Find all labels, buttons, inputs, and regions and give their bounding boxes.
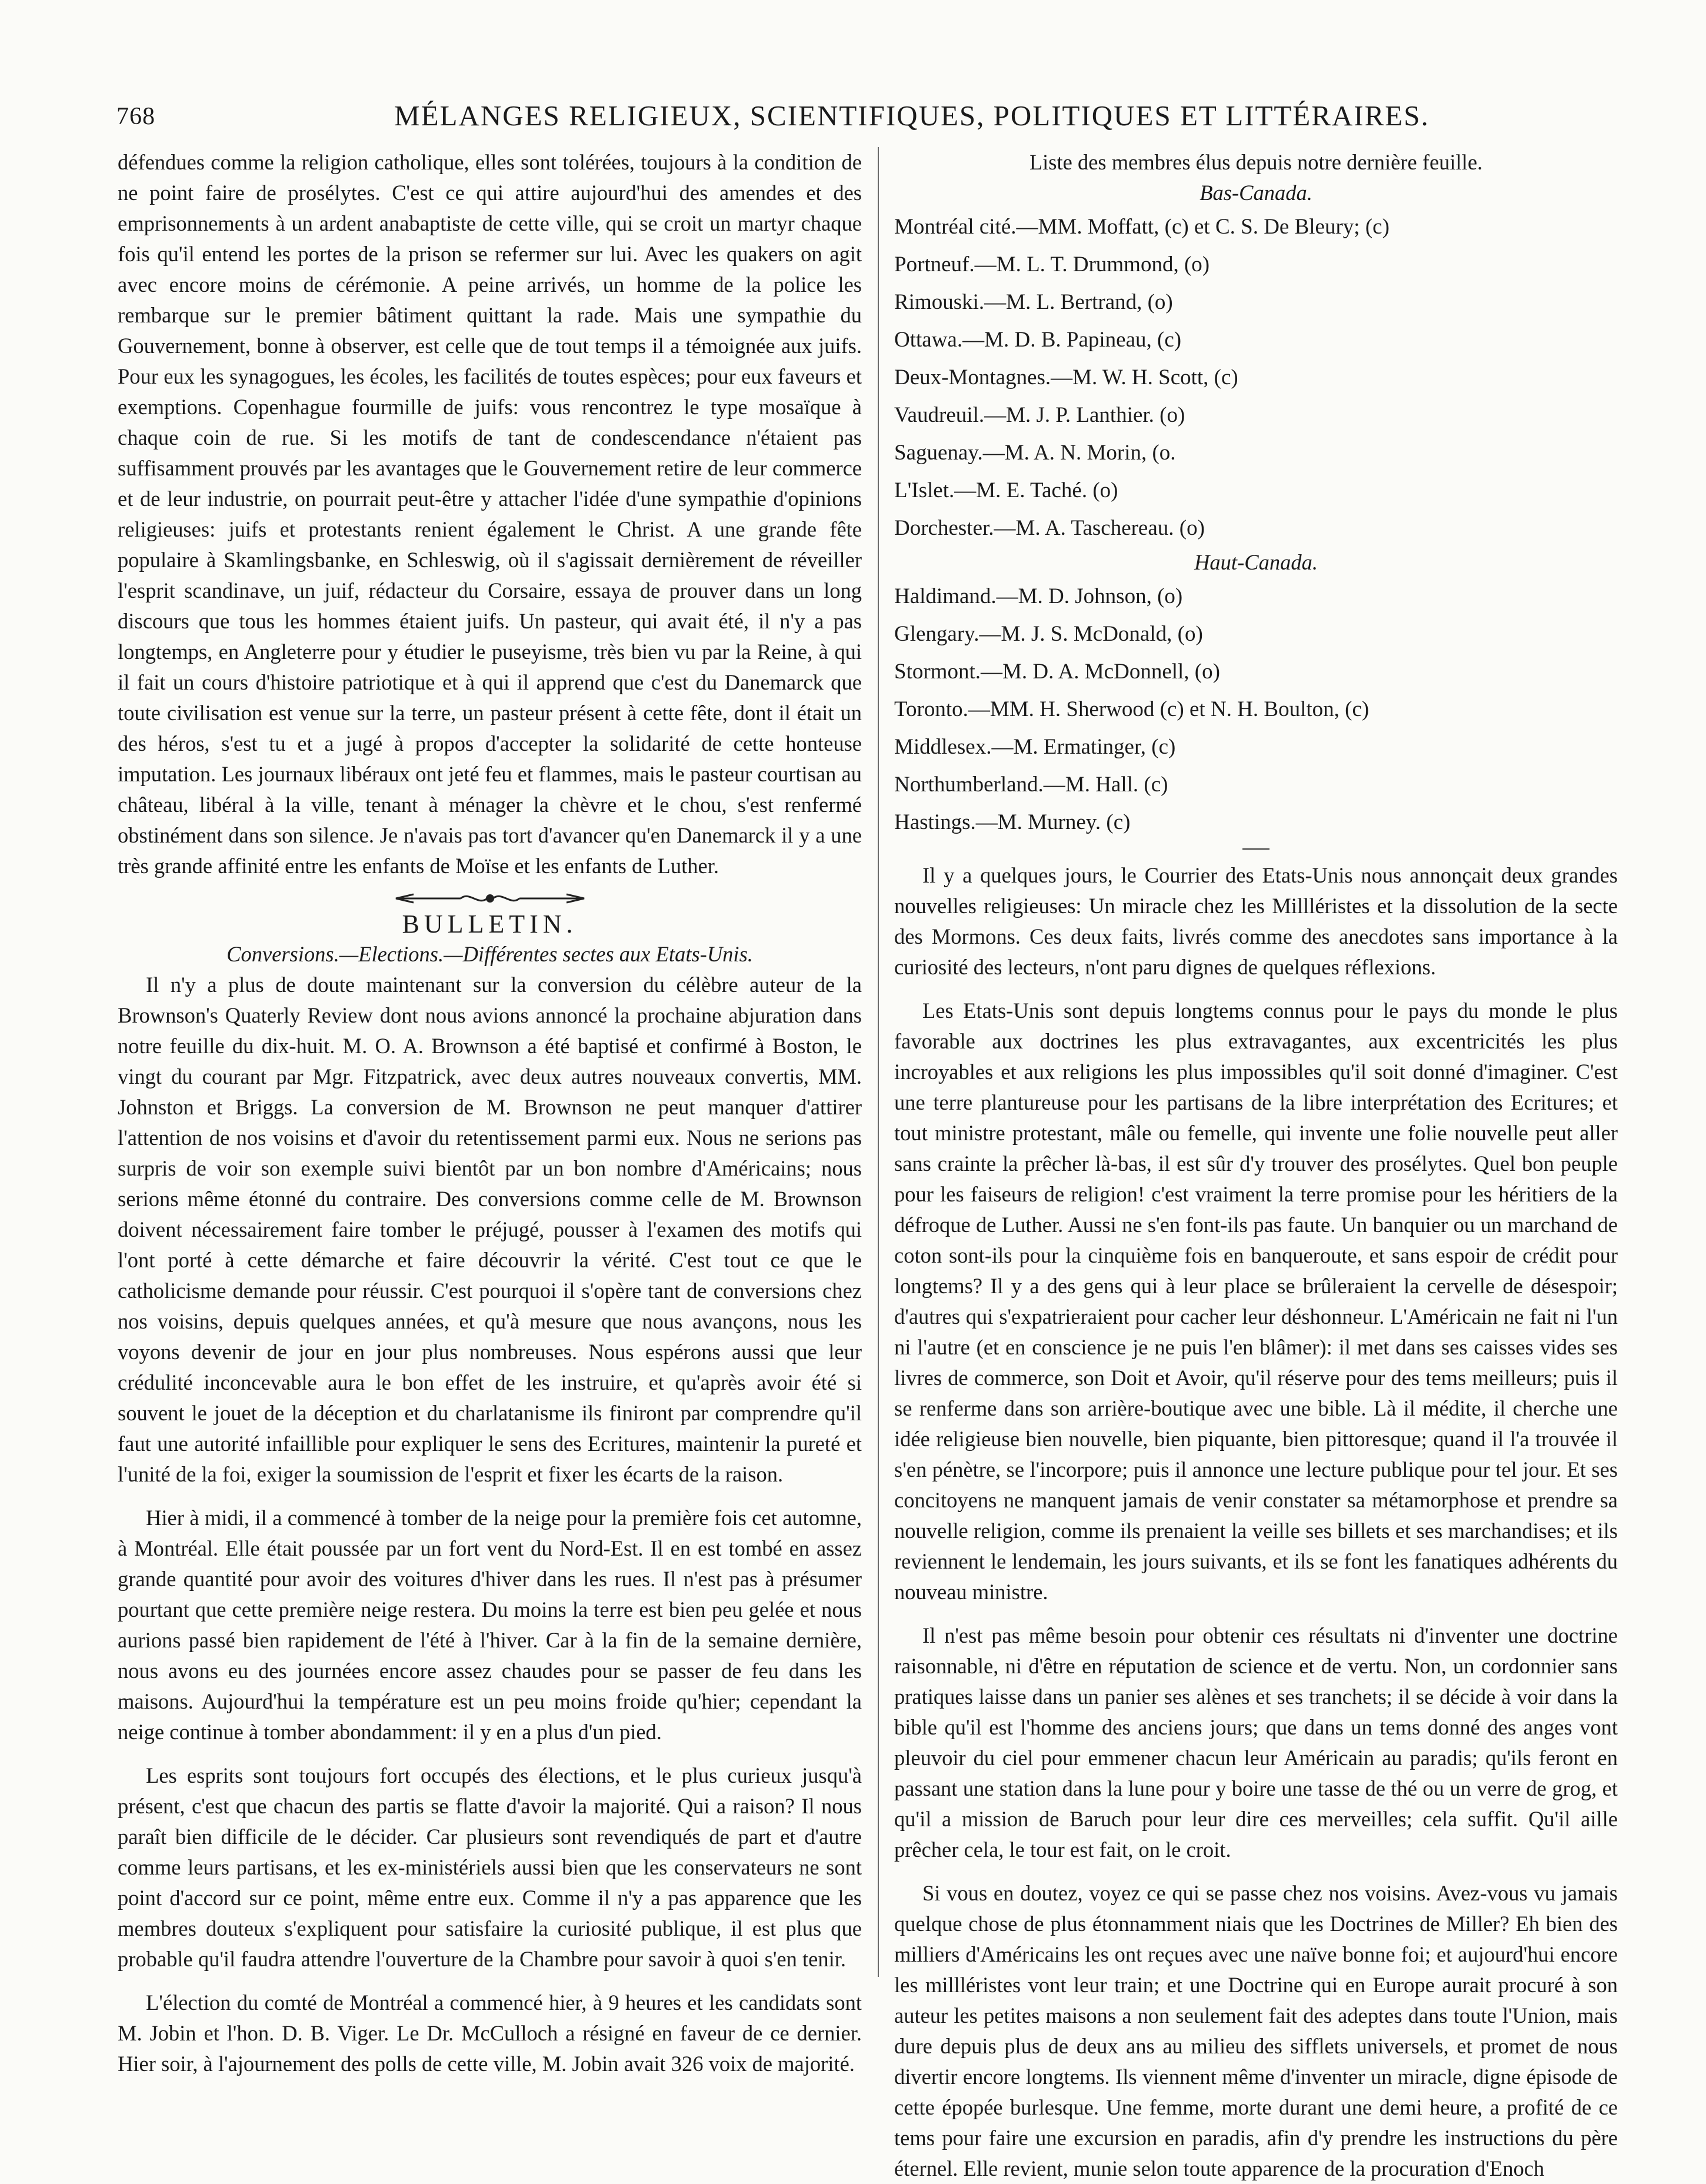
member-line: Ottawa.—M. D. B. Papineau, (c) bbox=[894, 328, 1182, 352]
paragraph-brownson: Il n'y a plus de doute maintenant sur la conversion du célèbre auteur de la Brownson's Quaterly Review dont nous avions annoncé la prochaine abjuration dans notre feuille du dix-huit. M. O. A. Brownson a été baptisé et confirmé à Boston, le vingt du courant par Mgr. Fitzpatrick, avec deux autres nouveaux convertis, MM. Johnston et Briggs. La conversion de M. Brownson ne peut manquer d'attirer l'attention de nos voisins et d'avoir du retentissement parmi eux. Nous ne serions pas surpris de voir son exemple suivi bientôt par un bon nombre d'Américains; nous serions même étonné du contraire. Des conversions comme celle de M. Brownson doivent nécessairement faire tomber le préjugé, pousser à l'examen des motifs qui l'ont porté à cette démarche et faire découvrir la vérité. C'est tout ce que le catholicisme demande pour réussir. C'est pourquoi il s'opère tant de conversions chez nos voisins, depuis quelques années, et qu'à mesure que nous avançons, nous les voyons devenir de jour en jour plus nombreuses. Nous espérons aussi que leur crédulité inconcevable aura le bon effet de les instruire, et qu'après avoir été si souvent le jouet de la déception et du charlatanisme ils finiront par comprendre qu'il faut une autorité infaillible pour expliquer le sens des Ecritures, maintenir la pureté et l'unité de la foi, exiger la soumission de l'esprit et fixer les écarts de la raison. bbox=[118, 973, 862, 1486]
paragraph-etats-unis: Les Etats-Unis sont depuis longtems connus pour le pays du monde le plus favorable aux doctrines les plus extravagantes, aux excentricités les plus incroyables et aux religions les plus impossibles qu'il soit donné d'imaginer. C'est une terre plantureuse pour les partisans de la libre interprétation des Ecritures; et tout ministre protestant, mâle ou femelle, qui invente une folie nouvelle peut aller sans crainte la prêcher là-bas, il est sûr d'y trouver des prosélytes. Quel bon peuple pour les faiseurs de religion! c'est vraiment la terre promise pour les héritiers de la défroque de Luther. Aussi ne s'en font-ils pas faute. Un banquier ou un marchand de coton sont-ils pour la cinquième fois en banqueroute, et sans espoir de crédit pour longtems? Il y a des gens qui à leur place se brûleraient la cervelle de désespoir; d'autres qui s'expatrieraient pour cacher leur déshonneur. L'Américain ne fait ni l'un ni l'autre (et en conscience je ne puis l'en blâmer): il met dans ses caisses vides ses livres de commerce, son Doit et Avoir, qu'il réserve pour des tems meilleurs; puis il se renferme dans son arrière-boutique avec une bible. Là il médite, il cherche une idée religieuse bien nouvelle, bien piquante, bien pittoresque; quand il l'a trouvée il s'en pénètre, se l'incorpore; puis il annonce une lecture publique pour tel jour. Et ses concitoyens ne manquent jamais de venir constater sa métamorphose et prendre sa nouvelle religion, comme ils prenaient la veille ses billets et ses marchandises; et ils reviennent le lendemain, les jours suivants, et ils se font les fanatiques adhérents du nouveau ministre. bbox=[894, 998, 1618, 1604]
member-line: L'Islet.—M. E. Taché. (o) bbox=[894, 478, 1118, 502]
ornament-divider-icon bbox=[118, 888, 862, 908]
elected-members-heading: Liste des membres élus depuis notre dernière feuille. bbox=[1029, 150, 1483, 174]
paragraph-cordonnier: Il n'est pas même besoin pour obtenir ces résultats ni d'inventer une doctrine raisonnable, ni d'être en réputation de science et de vertu. Non, un cordonnier sans pratiques laisse dans un panier ses alènes et ses tranchets; il se décide à voir dans la bible qu'il est l'homme des anciens jours; que dans un tems donné des anges vont pleuvoir du ciel pour emmener chacun leur Américain au paradis; qu'ils feront en passant une station dans la lune pour y boire une tasse de thé ou un verre de grog, et qu'il a mission de Baruch pour leur dire ces merveilles; cela suffit. Qu'il aille prêcher cela, le tour est fait, on le croit. bbox=[894, 1623, 1618, 1862]
member-line: Toronto.—MM. H. Sherwood (c) et N. H. Boulton, (c) bbox=[894, 697, 1370, 721]
section-rule bbox=[1242, 848, 1269, 850]
paragraph-miller: Si vous en doutez, voyez ce qui se passe chez nos voisins. Avez-vous vu jamais quelque chose de plus étonnamment niais que les Doctrines de Miller? Eh bien des milliers d'Américains les ont reçues avec une naïve bonne foi; et aujourd'hui encore les millléristes vont leur train; et une Doctrine qui en Europe aurait procuré à son auteur les petites maisons a non seulement fait des adeptes dans toute l'Union, mais dure depuis plus de deux ans au milieu des sifflets universels, et promet de nous divertir encore longtems. Ils viennent même d'inventer un miracle, digne épisode de cette épopée burlesque. Une femme, morte durant une demi heure, a profité de ce tems pour faire une excursion en paradis, afin d'y prendre les instructions du père éternel. Elle revient, munie selon toute apparence de la procuration d'Enoch bbox=[894, 1881, 1618, 2180]
page-number: 768 bbox=[116, 103, 155, 130]
flourish-icon bbox=[390, 890, 590, 907]
paragraph-elections: Les esprits sont toujours fort occupés des élections, et le plus curieux jusqu'à présent, c'est que chacun des partis se flatte d'avoir la majorité. Qui a raison? Il nous paraît bien difficile de le décider. Car plusieurs sont revendiqués de part et d'autre comme leurs partisans, et les ex-ministériels aussi bien que les conservateurs ne sont point d'accord sur ce point, même entre eux. Comme il n'y a pas apparence que les membres douteux s'expliquent pour satisfaire la curiosité publique, il est plus que probable qu'il faudra attendre l'ouverture de la Chambre pour savoir à quoi s'en tenir. bbox=[118, 1763, 862, 1971]
member-line: Glengary.—M. J. S. McDonald, (o) bbox=[894, 622, 1203, 646]
bulletin-title: BULLETIN. bbox=[402, 910, 578, 938]
member-line: Stormont.—M. D. A. McDonnell, (o) bbox=[894, 660, 1220, 684]
paragraph-weather: Hier à midi, il a commencé à tomber de la neige pour la première fois cet automne, à Montréal. Elle était poussée par un fort vent du Nord-Est. Il en est tombé en assez grande quantité pour avoir des voitures d'hiver dans les rues. Il n'est pas à présumer pourtant que cette première neige restera. Du moins la terre est bien peu gelée et nous aurions passé bien rapidement de l'été à l'hiver. Car à la fin de la semaine dernière, nous avons eu des journées encore assez chaudes pour se passer de feu dans les maisons. Aujourd'hui la température est un peu moins froide qu'hier; cependant la neige continue à tomber abondamment: il y en a plus d'un pied. bbox=[118, 1506, 862, 1744]
paragraph-courrier: Il y a quelques jours, le Courrier des Etats-Unis nous annonçait deux grandes nouvelles religieuses: Un miracle chez les Millléristes et la dissolution de la secte des Mormons. Ces deux faits, livrés comme des anecdotes sans importance à la curiosité des lecteurs, n'ont paru dignes de quelques réflexions. bbox=[894, 863, 1618, 979]
member-line: Haldimand.—M. D. Johnson, (o) bbox=[894, 584, 1183, 608]
page-header bbox=[88, 94, 1630, 141]
member-line: Montréal cité.—MM. Moffatt, (c) et C. S. De Bleury; (c) bbox=[894, 215, 1390, 239]
running-title: MÉLANGES RELIGIEUX, SCIENTIFIQUES, POLITIQUES ET LITTÉRAIRES. bbox=[394, 99, 1430, 132]
left-column bbox=[118, 147, 862, 2079]
haut-canada-heading: Haut-Canada. bbox=[1194, 550, 1318, 574]
member-line: Middlesex.—M. Ermatinger, (c) bbox=[894, 735, 1176, 759]
right-column bbox=[894, 147, 1618, 2184]
paragraph-montreal-county: L'élection du comté de Montréal a commencé hier, à 9 heures et les candidats sont M. Jobin et l'hon. D. B. Viger. Le Dr. McCulloch a résigné en faveur de ce dernier. Hier soir, à l'ajournement des polls de cette ville, M. Jobin avait 326 voix de majorité. bbox=[118, 1990, 862, 2076]
bas-canada-heading: Bas-Canada. bbox=[1199, 181, 1312, 205]
member-line: Portneuf.—M. L. T. Drummond, (o) bbox=[894, 252, 1210, 277]
member-line: Hastings.—M. Murney. (c) bbox=[894, 810, 1131, 834]
member-line: Deux-Montagnes.—M. W. H. Scott, (c) bbox=[894, 365, 1238, 389]
member-line: Dorchester.—M. A. Taschereau. (o) bbox=[894, 516, 1205, 540]
bulletin-subtitle: Conversions.—Elections.—Différentes sectes aux Etats-Unis. bbox=[226, 942, 753, 966]
member-line: Vaudreuil.—M. J. P. Lanthier. (o) bbox=[894, 403, 1185, 427]
member-line: Rimouski.—M. L. Bertrand, (o) bbox=[894, 290, 1173, 314]
column-divider bbox=[878, 147, 879, 1977]
member-line: Saguenay.—M. A. N. Morin, (o. bbox=[894, 441, 1176, 465]
paragraph-denmark: défendues comme la religion catholique, elles sont tolérées, toujours à la condition de ne point faire de prosélytes. C'est ce qui attire aujourd'hui des amendes et des emprisonnements à un ardent anabaptiste de cette ville, qui se croit un martyr chaque fois qu'il entend les portes de la prison se refermer sur lui. Avec les quakers on agit avec encore moins de cérémonie. A peine arrivés, un homme de la police les rembarque sur le premier bâtiment quittant la rade. Mais une sympathie du Gouvernement, bonne à observer, est celle que de tout temps il a témoignée aux juifs. Pour eux les synagogues, les écoles, les facilités de toutes espèces; pour eux faveurs et exemptions. Copenhague fourmille de juifs: vous rencontrez le type mosaïque à chaque coin de rue. Si les motifs de tant de condescendance n'étaient pas suffisamment prouvés par les avantages que le Gouvernement retire de leur commerce et de leur industrie, on pourrait peut-être y attacher l'idée d'une sympathie d'opinions religieuses: juifs et protestants renient également le Christ. A une grande fête populaire à Skamlingsbanke, en Schleswig, où il s'agissait dernièrement de réveiller l'esprit scandinave, un juif, rédacteur du Corsaire, essaya de prouver dans un long discours que tous les hommes étaient juifs. Un pasteur, qui avait été, il n'y a pas longtemps, en Angleterre pour y étudier le puseyisme, très bien vu par la Reine, à qui il fait un cours d'histoire patriotique et à qui il apprend que c'est du Danemarck que toute civilisation est venue sur la terre, un pasteur présent à cette fête, dont il était un des héros, s'est tu et a jugé à propos d'accepter la solidarité de cette honteuse imputation. Les journaux libéraux ont jeté feu et flammes, mais le pasteur courtisan au château, libéral à la ville, tenant à ménager la chèvre et le chou, s'est renfermé obstinément dans son silence. Je n'avais pas tort d'avancer qu'en Danemarck il y a une très grande affinité entre les enfants de Moïse et les enfants de Luther. bbox=[118, 150, 862, 878]
member-line: Northumberland.—M. Hall. (c) bbox=[894, 773, 1168, 797]
